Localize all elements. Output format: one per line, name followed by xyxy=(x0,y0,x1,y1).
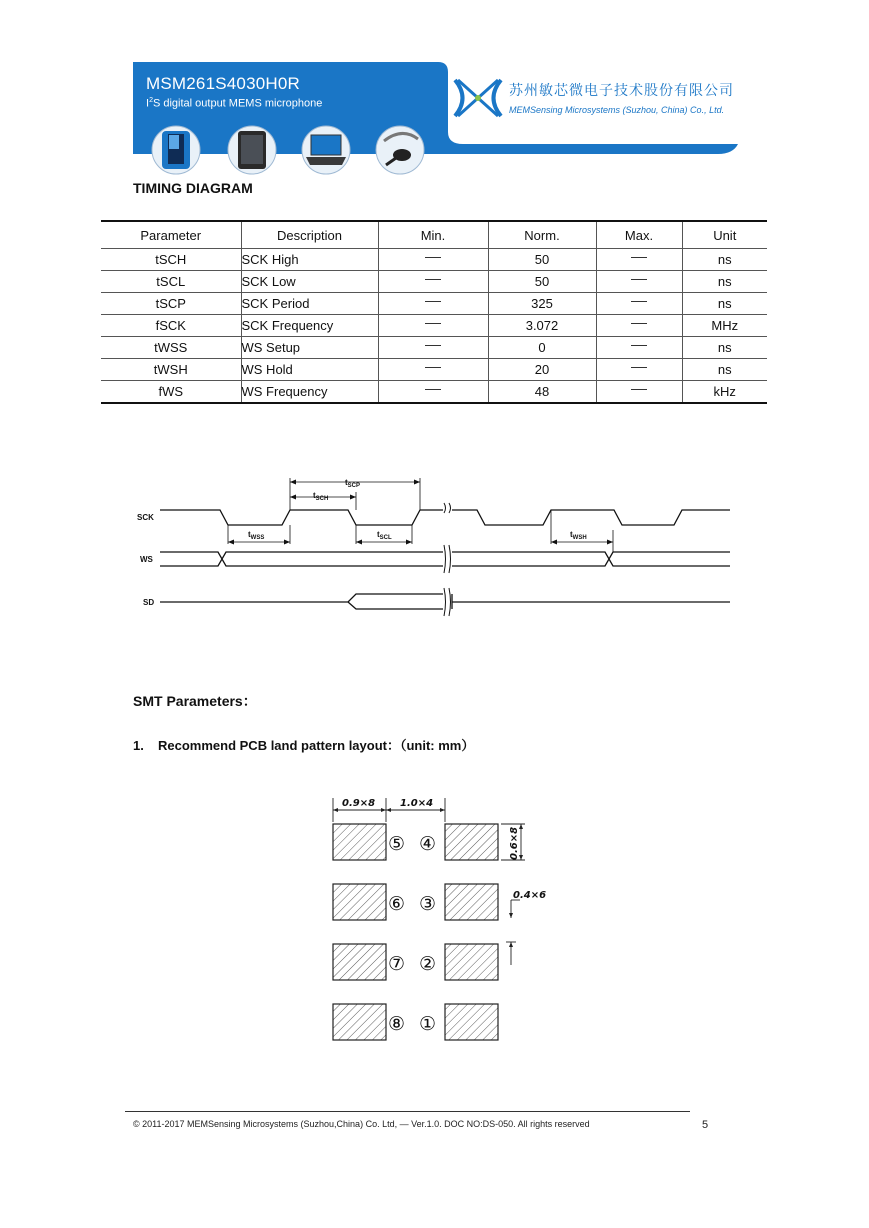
table-row xyxy=(101,381,767,404)
smt-parameters-heading: SMT Parameters： xyxy=(133,693,257,709)
table-cell-desc: SCK Frequency xyxy=(241,315,378,337)
table-cell-unit: kHz xyxy=(682,381,767,404)
table-cell-param: tSCH xyxy=(101,249,241,271)
column-header: Parameter xyxy=(101,221,241,249)
table-cell-param: tSCL xyxy=(101,271,241,293)
table-cell-param: tWSS xyxy=(101,337,241,359)
table-cell-norm: 3.072 xyxy=(488,315,596,337)
table-cell-desc: SCK Low xyxy=(241,271,378,293)
dash-mark xyxy=(631,367,647,368)
product-subtitle: $I^2S$ digital output MEMS microphone xyxy=(146,97,323,110)
footer-divider xyxy=(125,1111,690,1112)
twss-label: $t_{WSS}$ xyxy=(248,530,265,541)
spacing-dimension: 0.4×6 xyxy=(513,890,547,901)
table-row xyxy=(101,315,767,337)
pin-label: ⑤ xyxy=(388,833,406,855)
pin-label: ② xyxy=(419,953,437,975)
dash-mark xyxy=(631,301,647,302)
dash-mark xyxy=(425,279,441,280)
ws-signal-label: WS xyxy=(140,555,153,564)
timing-diagram xyxy=(130,470,740,620)
column-header: Max. xyxy=(596,221,682,249)
timing-parameter-table xyxy=(101,220,767,404)
table-cell-norm: 48 xyxy=(488,381,596,404)
table-cell-max xyxy=(596,359,682,381)
column-header: Description xyxy=(241,221,378,249)
column-header: Min. xyxy=(378,221,488,249)
table-cell-desc: SCK High xyxy=(241,249,378,271)
table-cell-param: fWS xyxy=(101,381,241,404)
table-row xyxy=(101,337,767,359)
table-cell-desc: WS Setup xyxy=(241,337,378,359)
table-cell-unit: ns xyxy=(682,337,767,359)
table-cell-desc: SCK Period xyxy=(241,293,378,315)
table-cell-norm: 0 xyxy=(488,337,596,359)
tscl-label: $t_{SCL}$ xyxy=(377,530,392,541)
table-cell-norm: 325 xyxy=(488,293,596,315)
table-cell-norm: 50 xyxy=(488,249,596,271)
model-number: MSM261S4030H0R xyxy=(146,74,300,93)
page-number: 5 xyxy=(702,1119,709,1131)
dash-mark xyxy=(631,389,647,390)
table-cell-max xyxy=(596,381,682,404)
dash-mark xyxy=(631,323,647,324)
dash-mark xyxy=(425,389,441,390)
laptop-icon xyxy=(300,125,352,175)
table-cell-unit: ns xyxy=(682,359,767,381)
table-cell-min xyxy=(378,381,488,404)
pcb-land-pattern-heading: 1. Recommend PCB land pattern layout：（unit: mm） xyxy=(133,738,475,753)
pitch-dimension: 1.0×4 xyxy=(400,798,434,809)
table-cell-desc: WS Frequency xyxy=(241,381,378,404)
dash-mark xyxy=(425,257,441,258)
pad-height-dimension: 0.6×8 xyxy=(509,826,520,860)
table-cell-min xyxy=(378,293,488,315)
land-pad-right xyxy=(445,944,498,980)
table-cell-max xyxy=(596,293,682,315)
dash-mark xyxy=(631,279,647,280)
land-pad-left xyxy=(333,824,386,860)
table-row xyxy=(101,271,767,293)
dash-mark xyxy=(425,345,441,346)
table-cell-max xyxy=(596,249,682,271)
pin-label: ⑥ xyxy=(388,893,406,915)
table-cell-unit: ns xyxy=(682,249,767,271)
table-cell-min xyxy=(378,337,488,359)
table-row xyxy=(101,249,767,271)
table-row xyxy=(101,359,767,381)
table-row xyxy=(101,293,767,315)
table-cell-desc: WS Hold xyxy=(241,359,378,381)
company-name-cn: 苏州敏芯微电子技术股份有限公司 xyxy=(509,83,734,99)
table-cell-param: tWSH xyxy=(101,359,241,381)
sck-waveform xyxy=(160,510,730,525)
dash-mark xyxy=(631,345,647,346)
sd-signal-label: SD xyxy=(143,598,155,607)
pin-label: ⑧ xyxy=(388,1013,406,1035)
table-cell-norm: 50 xyxy=(488,271,596,293)
column-header: Norm. xyxy=(488,221,596,249)
land-pad-left xyxy=(333,1004,386,1040)
land-pad-left xyxy=(333,944,386,980)
table-cell-max xyxy=(596,337,682,359)
tscp-label: $t_{SCP}$ xyxy=(345,478,361,489)
pad-width-dimension: 0.9×8 xyxy=(342,798,376,809)
table-cell-min xyxy=(378,359,488,381)
timing-diagram-heading: TIMING DIAGRAM xyxy=(133,180,253,196)
company-logo-icon xyxy=(452,76,504,120)
land-pad-left xyxy=(333,884,386,920)
pin-label: ③ xyxy=(419,893,437,915)
table-cell-unit: ns xyxy=(682,271,767,293)
pin-label: ⑦ xyxy=(388,953,406,975)
company-name-en: MEMSensing Microsystems (Suzhou, China) Co., Ltd. xyxy=(509,105,725,115)
table-cell-norm: 20 xyxy=(488,359,596,381)
smartphone-icon xyxy=(150,125,202,175)
twsh-label: $t_{WSH}$ xyxy=(570,530,587,541)
table-cell-max xyxy=(596,271,682,293)
headset-icon xyxy=(374,125,426,175)
table-cell-min xyxy=(378,271,488,293)
table-header-row xyxy=(101,221,767,249)
dash-mark xyxy=(425,323,441,324)
land-pad-right xyxy=(445,884,498,920)
column-header: Unit xyxy=(682,221,767,249)
pin-label: ④ xyxy=(419,833,437,855)
list-number: 1. xyxy=(133,738,144,753)
land-pad-right xyxy=(445,824,498,860)
pcb-land-pattern-drawing xyxy=(325,790,555,1050)
table-cell-min xyxy=(378,315,488,337)
land-pad-right xyxy=(445,1004,498,1040)
table-cell-min xyxy=(378,249,488,271)
tablet-icon xyxy=(226,125,278,175)
table-cell-max xyxy=(596,315,682,337)
footer-copyright: © 2011-2017 MEMSensing Microsystems (Suzhou,China) Co. Ltd, — Ver.1.0. DOC NO:DS-050. All rights reserved xyxy=(133,1119,590,1129)
dash-mark xyxy=(425,367,441,368)
table-cell-param: tSCP xyxy=(101,293,241,315)
sck-signal-label: SCK xyxy=(137,513,154,522)
table-cell-unit: ns xyxy=(682,293,767,315)
dash-mark xyxy=(425,301,441,302)
table-cell-param: fSCK xyxy=(101,315,241,337)
pin-label: ① xyxy=(419,1013,437,1035)
table-cell-unit: MHz xyxy=(682,315,767,337)
tsch-label: $t_{SCH}$ xyxy=(313,491,329,502)
dash-mark xyxy=(631,257,647,258)
